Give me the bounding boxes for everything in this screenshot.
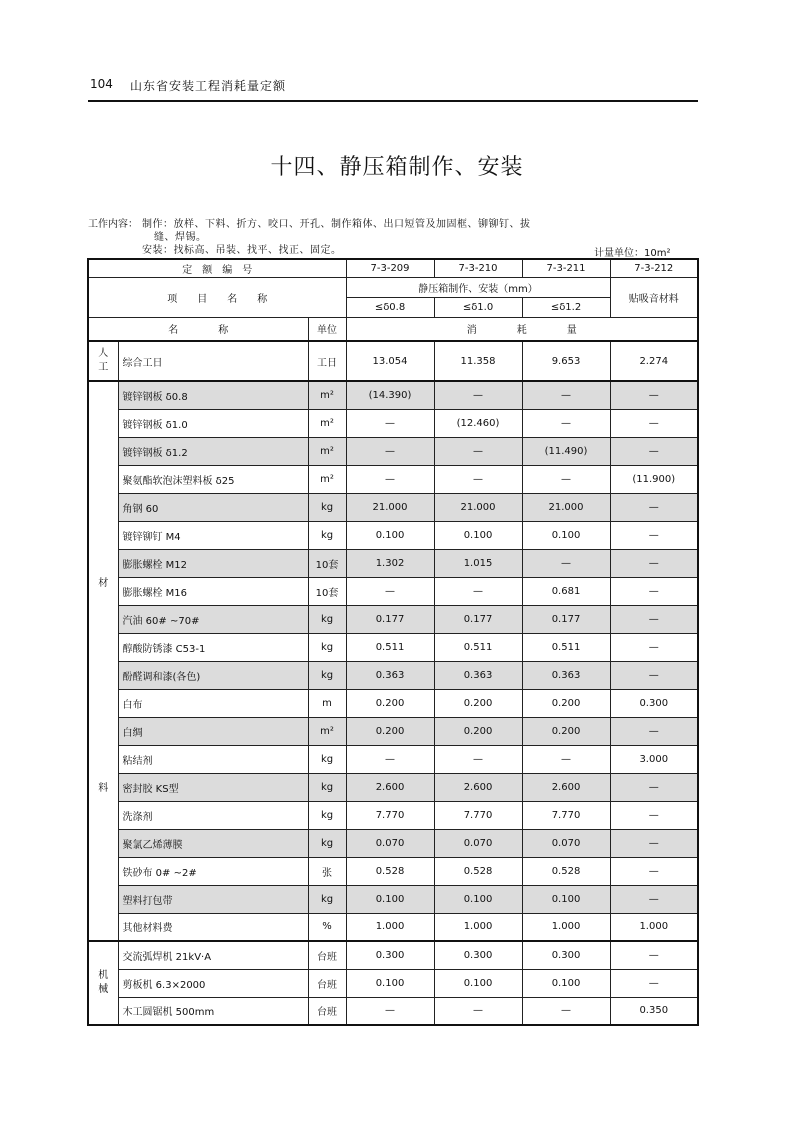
work-content-line-1: 制作：放样、下料、折方、咬口、开孔、制作箱体、出口短管及加固框、铆铆钉、拔 [142,219,531,230]
table-row [88,801,698,829]
value-cell: 0.511 [522,633,610,661]
work-content-line-2: 缝、焊锡。 [154,232,207,243]
value-cell: 1.015 [434,549,522,577]
value-cell: 13.054 [346,341,434,381]
table-row [88,465,698,493]
value-cell: 9.653 [522,341,610,381]
value-cell: 2.600 [434,773,522,801]
value-cell: 7.770 [434,801,522,829]
value-cell: (11.490) [522,437,610,465]
value-cell: — [610,773,698,801]
item-name: 聚氨酯软泡沫塑料板 δ25 [118,465,308,493]
value-cell: 7.770 [346,801,434,829]
item-name: 镀锌铆钉 M4 [118,521,308,549]
value-cell: — [522,465,610,493]
value-cell: 3.000 [610,745,698,773]
value-cell: 0.350 [610,997,698,1025]
value-cell: 21.000 [434,493,522,521]
value-cell: — [434,997,522,1025]
quota-table [87,258,699,1026]
table-row [88,913,698,941]
col4-header: 贴吸音材料 [610,277,698,317]
value-cell: — [346,437,434,465]
quota-code: 7-3-210 [434,259,522,277]
item-unit: 10套 [308,577,346,605]
table-row [88,605,698,633]
item-unit: kg [308,801,346,829]
item-name: 聚氯乙烯薄膜 [118,829,308,857]
column-header-row [88,317,698,341]
value-cell: — [610,941,698,969]
value-cell: — [346,577,434,605]
value-cell: 0.100 [346,521,434,549]
value-cell: 1.000 [522,913,610,941]
value-cell: (12.460) [434,409,522,437]
value-cell: (11.900) [610,465,698,493]
value-cell: 0.070 [346,829,434,857]
value-cell: 0.100 [434,969,522,997]
value-cell: 0.100 [434,521,522,549]
value-cell: 0.070 [522,829,610,857]
value-cell: — [610,633,698,661]
page-number: 104 [90,77,113,91]
value-cell: 0.100 [522,885,610,913]
category-label: 材 [98,578,109,589]
value-cell: — [610,605,698,633]
item-name: 铁砂布 0# ~2# [118,857,308,885]
category-label: 料 [98,783,109,794]
value-cell: 0.363 [522,661,610,689]
value-cell: — [434,745,522,773]
section-title: 十四、静压箱制作、安装 [270,155,524,180]
category-label: 人工 [98,348,109,373]
item-unit: kg [308,493,346,521]
category-labor [88,341,118,381]
table-row [88,633,698,661]
book-title: 山东省安装工程消耗量定额 [130,79,287,93]
value-cell: 0.100 [522,969,610,997]
value-cell: — [522,549,610,577]
item-name: 汽油 60# ~70# [118,605,308,633]
item-name: 木工圆锯机 500mm [118,997,308,1025]
item-name: 密封胶 KS型 [118,773,308,801]
value-cell: 0.528 [522,857,610,885]
value-cell: 0.300 [434,941,522,969]
item-unit: 台班 [308,997,346,1025]
item-unit: % [308,913,346,941]
quota-code: 7-3-209 [346,259,434,277]
value-cell: 0.300 [522,941,610,969]
table-row [88,829,698,857]
value-cell: 0.177 [346,605,434,633]
table-row [88,341,698,381]
page-header [88,74,698,102]
table-row [88,745,698,773]
group-header: 静压箱制作、安装（mm） [346,277,610,297]
table-row [88,661,698,689]
value-cell: 1.000 [610,913,698,941]
value-cell: 0.300 [346,941,434,969]
value-cell: 0.528 [434,857,522,885]
value-cell: 0.200 [522,717,610,745]
value-cell: — [610,969,698,997]
value-cell: — [610,661,698,689]
sub-header: ≤δ0.8 [346,297,434,317]
work-content-label: 工作内容： [88,219,138,230]
name-header: 名 称 [88,317,308,341]
item-name: 酚醛调和漆(各色) [118,661,308,689]
value-cell: — [610,409,698,437]
value-cell: 0.511 [434,633,522,661]
value-cell: 7.770 [522,801,610,829]
item-unit: kg [308,633,346,661]
value-cell: 2.274 [610,341,698,381]
value-cell: 0.681 [522,577,610,605]
item-unit: kg [308,745,346,773]
value-cell: — [610,577,698,605]
value-cell: 0.300 [610,689,698,717]
table-row [88,997,698,1025]
value-cell: — [346,409,434,437]
work-content-line-3: 安装：找标高、吊装、找平、找正、固定。 [142,245,342,256]
table-row [88,577,698,605]
value-cell: 1.000 [346,913,434,941]
item-name: 综合工日 [118,341,308,381]
item-unit: m² [308,465,346,493]
item-unit: 台班 [308,941,346,969]
value-cell: — [610,381,698,409]
value-cell: 0.100 [434,885,522,913]
table-row [88,717,698,745]
value-cell: 21.000 [346,493,434,521]
item-unit: 台班 [308,969,346,997]
value-cell: — [610,493,698,521]
item-unit: m² [308,409,346,437]
value-cell: — [610,549,698,577]
item-unit: m² [308,717,346,745]
consumption-header: 消 耗 量 [346,317,698,341]
item-unit: m [308,689,346,717]
value-cell: — [610,437,698,465]
value-cell: 0.100 [346,969,434,997]
item-name: 膨胀螺栓 M16 [118,577,308,605]
value-cell: 0.177 [522,605,610,633]
value-cell: 11.358 [434,341,522,381]
value-cell: — [434,437,522,465]
value-cell: — [346,997,434,1025]
table-row [88,549,698,577]
item-name: 角钢 60 [118,493,308,521]
item-name: 剪板机 6.3×2000 [118,969,308,997]
item-name: 粘结剂 [118,745,308,773]
item-unit: kg [308,885,346,913]
sub-header: ≤δ1.0 [434,297,522,317]
item-unit: m² [308,437,346,465]
value-cell: — [522,409,610,437]
value-cell: 21.000 [522,493,610,521]
value-cell: 2.600 [522,773,610,801]
value-cell: — [610,801,698,829]
value-cell: — [434,577,522,605]
value-cell: 0.177 [434,605,522,633]
table-row [88,381,698,409]
table-row [88,941,698,969]
item-unit: 工日 [308,341,346,381]
item-name: 白布 [118,689,308,717]
value-cell: 0.200 [346,717,434,745]
item-unit: kg [308,521,346,549]
item-unit: m² [308,381,346,409]
item-name: 膨胀螺栓 M12 [118,549,308,577]
value-cell: — [522,997,610,1025]
item-unit: 10套 [308,549,346,577]
measure-unit: 计量单位：10m² [594,248,671,259]
value-cell: 0.363 [434,661,522,689]
value-cell: 0.100 [346,885,434,913]
value-cell: — [610,857,698,885]
value-cell: 0.528 [346,857,434,885]
item-unit: kg [308,605,346,633]
value-cell: 2.600 [346,773,434,801]
value-cell: — [346,745,434,773]
table-row [88,689,698,717]
table-row [88,521,698,549]
value-cell: 1.302 [346,549,434,577]
value-cell: — [522,381,610,409]
value-cell: 0.070 [434,829,522,857]
value-cell: — [522,745,610,773]
item-name: 其他材料费 [118,913,308,941]
value-cell: — [610,885,698,913]
quota-code-row [88,259,698,277]
value-cell: 0.200 [522,689,610,717]
table-row [88,409,698,437]
value-cell: 0.200 [434,717,522,745]
item-unit: kg [308,829,346,857]
quota-code-label: 定 额 编 号 [88,259,346,277]
category-material [88,381,118,941]
table-row [88,885,698,913]
item-name: 镀锌钢板 δ0.8 [118,381,308,409]
item-name: 塑料打包带 [118,885,308,913]
item-unit: kg [308,661,346,689]
value-cell: — [434,465,522,493]
item-unit: 张 [308,857,346,885]
item-name: 交流弧焊机 21kV·A [118,941,308,969]
item-header-row [88,277,698,297]
table-row [88,773,698,801]
item-unit: kg [308,773,346,801]
value-cell: — [610,829,698,857]
value-cell: 0.200 [434,689,522,717]
item-name: 镀锌钢板 δ1.0 [118,409,308,437]
item-name-label: 项 目 名 称 [88,277,346,317]
quota-code: 7-3-212 [610,259,698,277]
value-cell: (14.390) [346,381,434,409]
value-cell: — [434,381,522,409]
item-name: 醇酸防锈漆 C53-1 [118,633,308,661]
value-cell: 0.100 [522,521,610,549]
value-cell: 0.363 [346,661,434,689]
sub-header: ≤δ1.2 [522,297,610,317]
unit-header: 单位 [308,317,346,341]
table-row [88,437,698,465]
category-label: 机械 [98,970,109,995]
item-name: 洗涤剂 [118,801,308,829]
item-name: 镀锌钢板 δ1.2 [118,437,308,465]
quota-code: 7-3-211 [522,259,610,277]
value-cell: 1.000 [434,913,522,941]
value-cell: 0.511 [346,633,434,661]
value-cell: — [610,717,698,745]
value-cell: — [346,465,434,493]
table-row [88,969,698,997]
category-machine [88,941,118,1025]
table-row [88,857,698,885]
item-name: 白绸 [118,717,308,745]
value-cell: — [610,521,698,549]
table-row [88,493,698,521]
value-cell: 0.200 [346,689,434,717]
